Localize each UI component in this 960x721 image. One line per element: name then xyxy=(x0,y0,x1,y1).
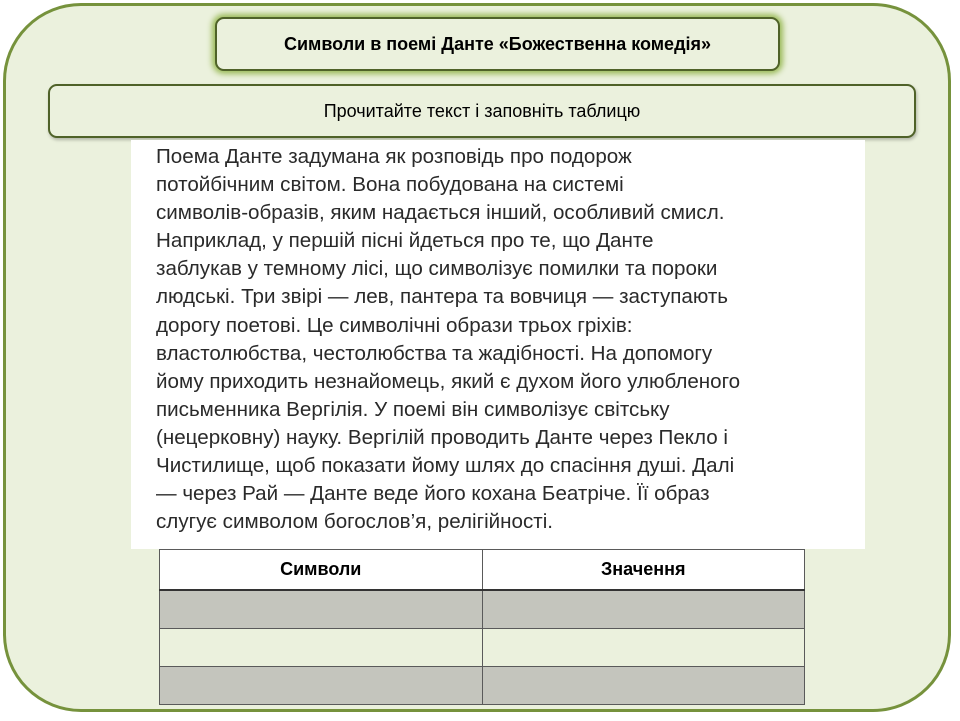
text-line: йому приходить незнайомець, який є духом його улюбленого xyxy=(156,369,741,393)
text-line: Наприклад, у першій пісні йдеться про те, що Данте xyxy=(156,229,654,253)
text-line: слугує символом богослов’я, релігійності. xyxy=(156,510,554,534)
table-cell-symbol[interactable] xyxy=(160,629,483,667)
header-meanings: Значення xyxy=(482,550,805,591)
text-line: письменника Вергілія. У поемі він символізує світську xyxy=(156,397,670,421)
table-row xyxy=(160,667,805,705)
text-line: Поема Данте задумана як розповідь про подорож xyxy=(156,145,632,168)
text-line: символів-образів, яким надається інший, особливий смисл. xyxy=(156,201,725,225)
table-cell-meaning[interactable] xyxy=(482,629,805,667)
text-line: людські. Три звірі — лев, пантера та вовчиця — заступають xyxy=(156,285,728,309)
table-cell-symbol[interactable] xyxy=(160,590,483,629)
text-line: Чистилище, щоб показати йому шлях до спасіння душі. Далі xyxy=(156,454,735,478)
text-line: потойбічним світом. Вона побудована на системі xyxy=(156,173,624,197)
instruction-text: Прочитайте текст і заповніть таблицю xyxy=(323,100,641,121)
reading-text-panel xyxy=(131,140,865,549)
table-row xyxy=(160,590,805,629)
text-line: дорогу поетові. Це символічні образи трьох гріхів: xyxy=(156,313,633,337)
text-line: властолюбства, честолюбства та жадібності. На допомогу xyxy=(156,341,713,365)
table-row xyxy=(160,629,805,667)
slide-title: Символи в поемі Данте «Божественна комедія» xyxy=(283,33,712,54)
header-symbols: Символи xyxy=(160,550,483,591)
table-cell-symbol[interactable] xyxy=(160,667,483,705)
table-cell-meaning[interactable] xyxy=(482,590,805,629)
text-line: (нецерковну) науку. Вергілій проводить Данте через Пекло і xyxy=(156,425,729,449)
symbols-table xyxy=(159,549,805,705)
title-box xyxy=(215,17,780,71)
text-line: — через Рай — Данте веде його кохана Беатріче. Її образ xyxy=(156,482,710,506)
table-header-row xyxy=(160,550,805,591)
instruction-box xyxy=(48,84,916,138)
text-line: заблукав у темному лісі, що символізує помилки та пороки xyxy=(156,257,718,281)
table-cell-meaning[interactable] xyxy=(482,667,805,705)
